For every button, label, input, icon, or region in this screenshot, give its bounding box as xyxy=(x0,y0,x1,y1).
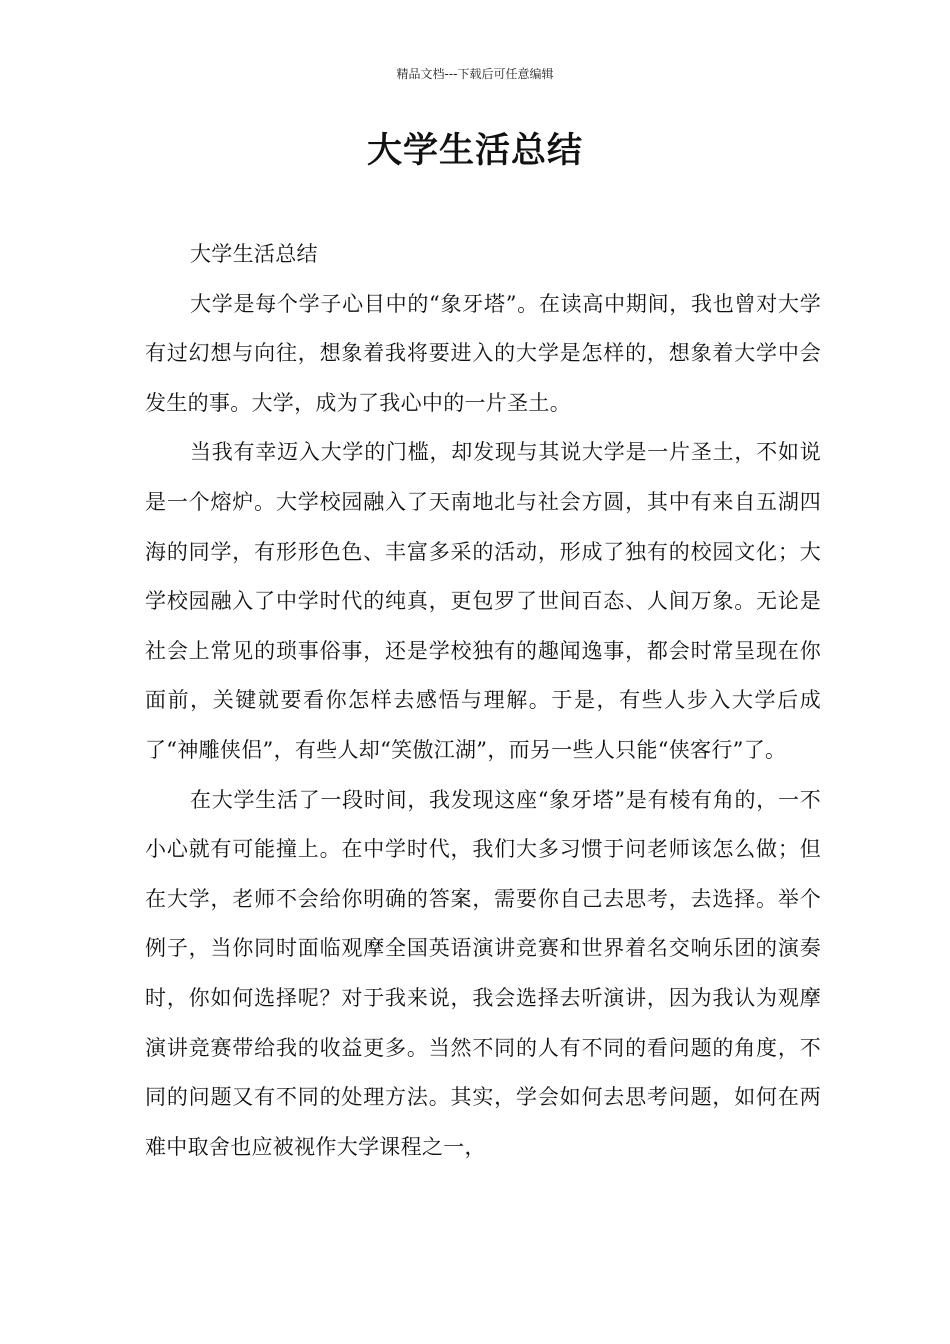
document-title: 大学生活总结 xyxy=(366,131,583,171)
paragraph: 大学是每个学子心目中的“象牙塔”。在读高中期间，我也曾对大学有过幻想与向往，想象着我将要进入的大学是怎样的，想象着大学中会发生的事。大学，成为了我心中的一片圣土。 xyxy=(145,291,821,415)
header-note: 精品文档---下载后可任意编辑 xyxy=(396,67,554,81)
document-body xyxy=(145,230,821,1172)
paragraph: 在大学生活了一段时间，我发现这座“象牙塔”是有棱有角的，一不小心就有可能撞上。在中学时代，我们大多习惯于问老师该怎么做；但在大学，老师不会给你明确的答案，需要你自己去思考，去选择。举个例子，当你同时面临观摩全国英语演讲竞赛和世界着名交响乐团的演奏时，你如何选择呢？对于我来说，我会选择去听演讲，因为我认为观摩演讲竞赛带给我的收益更多。当然不同的人有不同的看问题的角度，不同的问题又有不同的处理方法。其实，学会如何去思考问题，如何在两难中取舍也应被视作大学课程之一， xyxy=(145,787,821,1159)
paragraph-subtitle: 大学生活总结 xyxy=(190,242,318,266)
paragraph: 当我有幸迈入大学的门槛，却发现与其说大学是一片圣土，不如说是一个熔炉。大学校园融入了天南地北与社会方圆，其中有来自五湖四海的同学，有形形色色、丰富多采的活动，形成了独有的校园文化；大学校园融入了中学时代的纯真，更包罗了世间百态、人间万象。无论是社会上常见的琐事俗事，还是学校独有的趣闻逸事，都会时常呈现在你面前，关键就要看你怎样去感悟与理解。于是，有些人步入大学后成了“神雕侠侣”，有些人却“笑傲江湖”，而另一些人只能“侠客行”了。 xyxy=(145,440,821,762)
